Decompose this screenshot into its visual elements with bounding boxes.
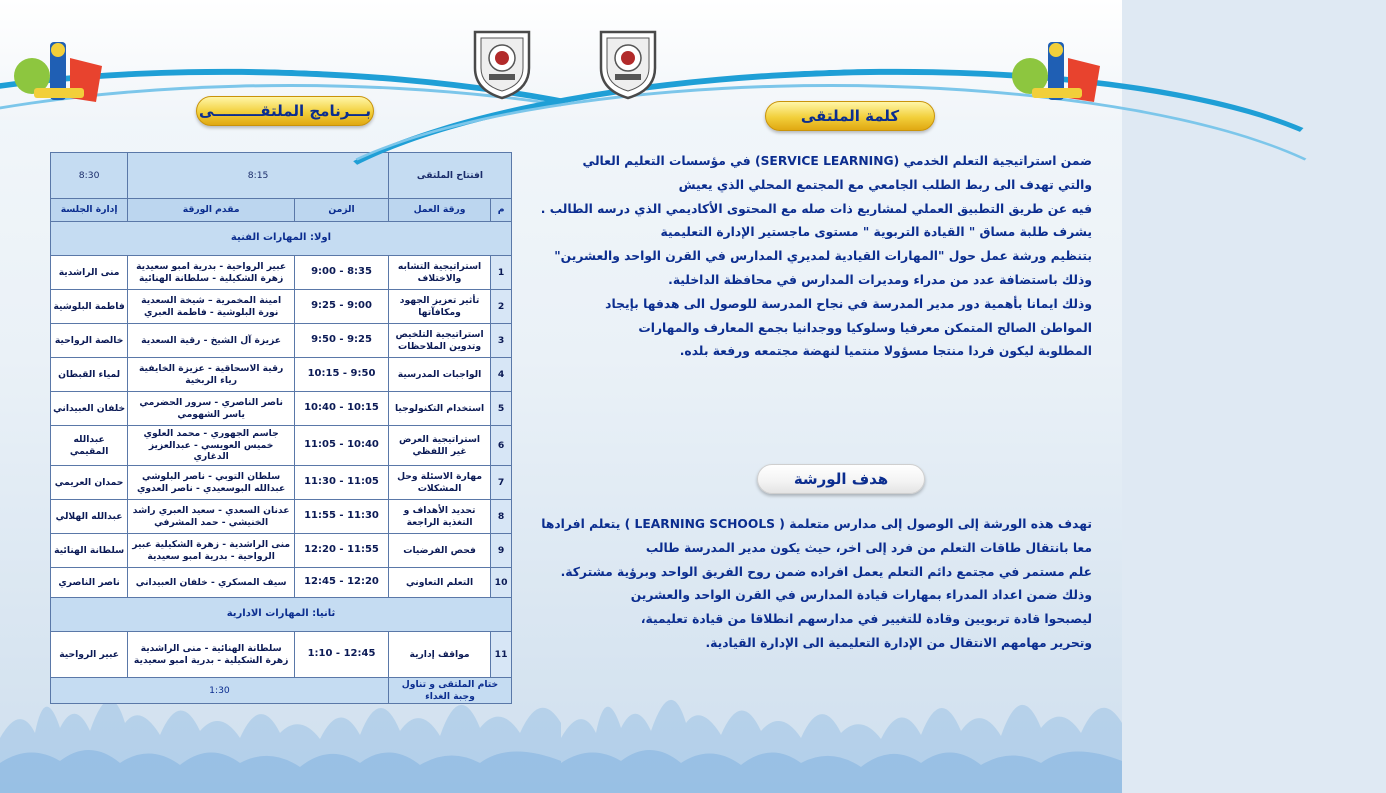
table-row bbox=[51, 534, 512, 568]
row-manager: سلطانة الهنائية bbox=[51, 534, 128, 568]
speech-line: المواطن الصالح المتمكن معرفيا وسلوكيا ووجدانيا بجمع المعارف والمهارات bbox=[638, 320, 1092, 335]
col-manager-header: إدارة الجلسة bbox=[51, 199, 128, 222]
speech-line: والتي تهدف الى ربط الطلب الجامعي مع المجتمع المحلي الذي يعيش bbox=[678, 177, 1092, 192]
row-num: 8 bbox=[491, 500, 512, 534]
row-manager: عبدالله الهلالي bbox=[51, 500, 128, 534]
closing-time: 1:30 bbox=[51, 678, 389, 704]
section-admin-label: ثانيا: المهارات الادارية bbox=[51, 598, 512, 632]
row-presenter: رقية الاسحاقية - عزيزة الخايفية رياء الربخية bbox=[128, 358, 295, 392]
goal-heading: هدف الورشة bbox=[757, 464, 925, 494]
row-paper: مهارة الاسئلة وحل المشكلات bbox=[388, 466, 490, 500]
col-paper-header: ورقة العمل bbox=[388, 199, 490, 222]
row-time: 10:15 - 10:40 bbox=[295, 392, 389, 426]
row-time: 9:00 - 9:25 bbox=[295, 290, 389, 324]
opening-end-time: 8:30 bbox=[51, 153, 128, 199]
row-manager: خلفان العبيداني bbox=[51, 392, 128, 426]
table-row bbox=[51, 500, 512, 534]
row-manager: عبدالله المقيمي bbox=[51, 426, 128, 466]
row-paper: فحص الفرضيات bbox=[388, 534, 490, 568]
goal-line: ليصبحوا قادة تربويين وقادة للتغيير في مدارسهم انطلاقا من قيادة تعليمية، bbox=[640, 612, 1092, 627]
goal-line: تهدف هذه الورشة إلى الوصول إلى مدارس متعلمة ( LEARNING SCHOOLS ) يتعلم افرادها bbox=[541, 517, 1092, 531]
row-manager: لمياء القبطان bbox=[51, 358, 128, 392]
row-num: 4 bbox=[491, 358, 512, 392]
row-paper: استراتيجية التشابه والاختلاف bbox=[388, 256, 490, 290]
row-paper: الواجبات المدرسية bbox=[388, 358, 490, 392]
table-row bbox=[51, 426, 512, 466]
program-heading: بـــرنامج الملتقـــــــــى bbox=[196, 96, 374, 126]
row-presenter: امينة المخمرية – شيخة السعدية نورة البلوشية - فاطمة العبري bbox=[128, 290, 295, 324]
section-admin-row bbox=[51, 598, 512, 632]
table-row bbox=[51, 392, 512, 426]
row-manager: منى الراشدية bbox=[51, 256, 128, 290]
row-presenter: جاسم الجهوري - محمد العلوي خميس العويسي - عبدالعزيز الدغاري bbox=[128, 426, 295, 466]
row-paper: تأثير تعزيز الجهود ومكافآتها bbox=[388, 290, 490, 324]
speech-line: وذلك ايمانا بأهمية دور مدير المدرسة في نجاح المدرسة للوصول الى هدفها بإيجاد bbox=[605, 296, 1092, 311]
col-time-header: الزمن bbox=[295, 199, 389, 222]
speech-text bbox=[540, 150, 1092, 364]
right-page bbox=[540, 0, 1122, 793]
row-time: 11:30 - 11:55 bbox=[295, 500, 389, 534]
speech-line: يشرف طلبة مساق " القيادة التربوية " مستوى ماجستير الإدارة التعليمية bbox=[660, 225, 1092, 240]
row-num: 2 bbox=[491, 290, 512, 324]
row-presenter: عدنان السعدي - سعيد العبري راشد الخنيشي - حمد المشرفي bbox=[128, 500, 295, 534]
goal-line: وتحرير مهامهم الانتقال من الإدارة التعليمية الى الإدارة القيادية. bbox=[705, 635, 1092, 650]
row-presenter: سلطان التوبي - ناصر البلوشي عبدالله البوسعيدي - ناصر العدوي bbox=[128, 466, 295, 500]
row-time: 9:25 - 9:50 bbox=[295, 324, 389, 358]
speech-heading: كلمة الملتقى bbox=[765, 101, 935, 131]
row-manager: خالصة الرواحية bbox=[51, 324, 128, 358]
row-presenter: ناصر الناصري - سرور الحضرمي ياسر الشهومي bbox=[128, 392, 295, 426]
row-manager: عبير الرواحية bbox=[51, 632, 128, 678]
goal-line: علم مستمر في مجتمع دائم التعلم يعمل افراده ضمن روح الفريق الواحد وبرؤية مشتركة. bbox=[560, 564, 1092, 579]
row-time: 12:20 - 12:45 bbox=[295, 568, 389, 598]
row-time: 9:50 - 10:15 bbox=[295, 358, 389, 392]
row-manager: حمدان العريمي bbox=[51, 466, 128, 500]
speech-line: بتنظيم ورشة عمل حول "المهارات القيادية لمديري المدارس في القرن الواحد والعشرين" bbox=[554, 249, 1092, 264]
row-paper: استخدام التكنولوجيا bbox=[388, 392, 490, 426]
section-technical-label: اولا: المهارات الفنية bbox=[51, 222, 512, 256]
closing-label: ختام الملتقى و تناول وجبة الغداء bbox=[388, 678, 511, 704]
row-num: 5 bbox=[491, 392, 512, 426]
crowd-silhouette-decoration bbox=[561, 643, 1122, 793]
row-time: 8:35 - 9:00 bbox=[295, 256, 389, 290]
row-presenter: سيف المسكري - خلفان العبيداني bbox=[128, 568, 295, 598]
row-manager: فاطمة البلوشية bbox=[51, 290, 128, 324]
goal-line: معا بانتقال طاقات التعلم من فرد إلى اخر، حيث يكون مدير المدرسة طالب bbox=[645, 540, 1092, 555]
row-paper: مواقف إدارية bbox=[388, 632, 490, 678]
row-time: 12:45 - 1:10 bbox=[295, 632, 389, 678]
closing-row bbox=[51, 678, 512, 704]
row-presenter: سلطانة الهنائية - منى الراشدية زهرة الشكيلية - بدرية امبو سعيدية bbox=[128, 632, 295, 678]
goal-text bbox=[541, 513, 1092, 656]
university-shield-icon bbox=[471, 28, 533, 100]
speech-line: ضمن استراتيجية التعلم الخدمي (SERVICE LEARNING) في مؤسسات التعليم العالي bbox=[582, 154, 1092, 168]
row-paper: استراتيجية العرض غير اللفظي bbox=[388, 426, 490, 466]
row-paper: استراتيجية التلخيص وتدوين الملاحظات bbox=[388, 324, 490, 358]
table-row bbox=[51, 466, 512, 500]
goal-line: وذلك ضمن اعداد المدراء بمهارات قيادة المدارس في القرن الواحد والعشرين bbox=[630, 588, 1092, 603]
forum-brand-logo bbox=[12, 36, 108, 106]
speech-line: وذلك باستضافة عدد من مدراء ومديرات المدارس في محافظة الداخلية. bbox=[668, 272, 1092, 287]
row-manager: ناصر الناصري bbox=[51, 568, 128, 598]
row-num: 3 bbox=[491, 324, 512, 358]
row-paper: التعلم التعاوني bbox=[388, 568, 490, 598]
opening-label: افتتاح الملتقى bbox=[388, 153, 511, 199]
table-row bbox=[51, 632, 512, 678]
col-presenter-header: مقدم الورقة bbox=[128, 199, 295, 222]
row-num: 1 bbox=[491, 256, 512, 290]
row-presenter: عبير الرواحية - بدرية امبو سعيدية زهرة الشكيلية - سلطانة الهنائية bbox=[128, 256, 295, 290]
row-time: 11:55 - 12:20 bbox=[295, 534, 389, 568]
row-paper: تحديد الأهداف و التغذية الراجعة bbox=[388, 500, 490, 534]
row-num: 10 bbox=[491, 568, 512, 598]
table-row bbox=[51, 568, 512, 598]
row-time: 10:40 - 11:05 bbox=[295, 426, 389, 466]
opening-start-time: 8:15 bbox=[128, 153, 389, 199]
col-num-header: م bbox=[491, 199, 512, 222]
row-presenter: منى الراشدية - زهرة الشكيلية عبير الرواحية - بدرية امبو سعيدية bbox=[128, 534, 295, 568]
speech-line: فيه عن طريق التطبيق العملي لمشاريع ذات صله مع المحتوى الأكاديمي الذي درسه الطالب . bbox=[540, 201, 1092, 216]
table-row bbox=[51, 358, 512, 392]
row-num: 11 bbox=[491, 632, 512, 678]
speech-line: المطلوبة ليكون فردا منتجا مسؤولا منتميا لنهضة مجتمعه ورفعة بلده. bbox=[679, 344, 1092, 359]
row-num: 6 bbox=[491, 426, 512, 466]
row-presenter: عزيزة آل الشيخ - رقية السعدية bbox=[128, 324, 295, 358]
university-shield-icon bbox=[597, 28, 659, 100]
row-num: 7 bbox=[491, 466, 512, 500]
row-time: 11:05 - 11:30 bbox=[295, 466, 389, 500]
row-num: 9 bbox=[491, 534, 512, 568]
forum-brand-logo bbox=[1010, 36, 1106, 106]
